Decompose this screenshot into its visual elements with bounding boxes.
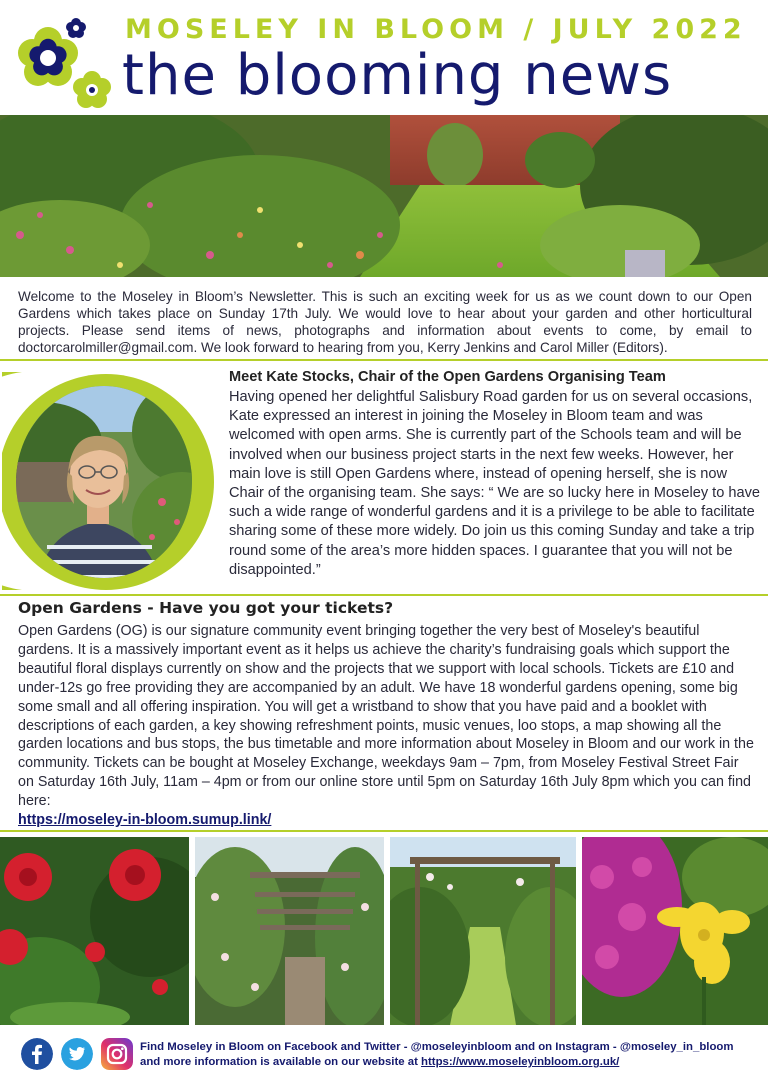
- yellow-iris-photo: [582, 837, 768, 1025]
- facebook-icon[interactable]: [21, 1038, 53, 1070]
- newsletter-header: [0, 0, 768, 115]
- kate-stocks-portrait: [2, 372, 222, 590]
- profile-heading: Meet Kate Stocks, Chair of the Open Gardens Organising Team: [229, 369, 666, 385]
- footer: [0, 1030, 768, 1086]
- open-gardens-text: Open Gardens (OG) is our signature community event bringing together the very best of Moseley's beautiful gardens. It is a massively important event as it helps us achieve the charity’s fundraising goals which support the beautiful floral displays currently on show and the projects that we support with local schools. Tickets are £10 and under-12s go free providing they are accompanied by an adult. We have 18 wonderful gardens opening, some big some small and all offering inspiration. You will get a wristband to show that you have paid and a booklet with descriptions of each garden, a key showing refreshment points, music venues, loo stops, a map showing all the garden locations and bus stops, the bus timetable and more information about Moseley in Bloom and our work in the community. Tickets can be bought at Moseley Exchange, weekdays 9am – 7pm, from Moseley Festival Street Fair on Saturday 16th July, 11am – 4pm or from our online store until 5pm on Saturday 16th July 8pm which you can find here:: [18, 623, 754, 810]
- website-link[interactable]: https://www.moseleyinbloom.org.uk/: [421, 1056, 620, 1068]
- intro-paragraph: Welcome to the Moseley in Bloom’s Newsletter. This is such an exciting week for us as we count down to our Open Gardens which takes place on Sunday 17th July. We would love to hear about your garden and other horticultural projects. Please send items of news, photographs and information about events to come, by email to doctorcarolmiller@gmail.com. We look forward to hearing from you, Kerry Jenkins and Carol Miller (Editors).: [18, 289, 752, 355]
- footer-social-text: [140, 1040, 760, 1070]
- profile-paragraph: Having opened her delightful Salisbury Road garden for us on several occasions, Kate expressed an interest in joining the Moseley in Bloom team and was welcomed with open arms. She is currently part of the Schools team and will be involved when our business project starts in the next few weeks. However, her main love is still Open Gardens where, instead of opening herself, she is now Chair of the organising team. She says: “ We are so lucky here in Moseley to have such a wide range of wonderful gardens and it is a privilege to be able to facilitate sharing some of these more widely. Do join us this coming Sunday and take a trip round some of the area’s more hidden spaces. I guarantee that you will not be disappointed.”: [229, 389, 761, 578]
- section-divider: [0, 359, 768, 361]
- hero-garden-photo: [0, 115, 768, 277]
- section-divider: [0, 830, 768, 832]
- newsletter-title: the blooming news: [122, 43, 673, 108]
- photo-strip: [0, 837, 768, 1025]
- open-gardens-paragraph: [18, 622, 758, 830]
- red-roses-photo: [0, 837, 189, 1025]
- twitter-icon[interactable]: [61, 1038, 93, 1070]
- section-divider: [0, 594, 768, 596]
- issue-kicker: MOSELEY IN BLOOM / JULY 2022: [125, 14, 747, 45]
- footer-line-social: Find Moseley in Bloom on Facebook and Twitter - @moseleyinbloom and on Instagram - @moseley_in_bloom: [140, 1041, 734, 1053]
- footer-line-website: [140, 1055, 760, 1070]
- flower-logo-icon: [14, 10, 116, 108]
- open-gardens-heading: Open Gardens - Have you got your tickets?: [18, 599, 394, 617]
- footer-website-prefix: and more information is available on our website at: [140, 1056, 422, 1068]
- rose-pergola-photo: [195, 837, 384, 1025]
- ticket-store-link[interactable]: https://moseley-in-bloom.sumup.link/: [18, 812, 272, 829]
- garden-lawn-arch-photo: [390, 837, 576, 1025]
- instagram-icon[interactable]: [101, 1038, 133, 1070]
